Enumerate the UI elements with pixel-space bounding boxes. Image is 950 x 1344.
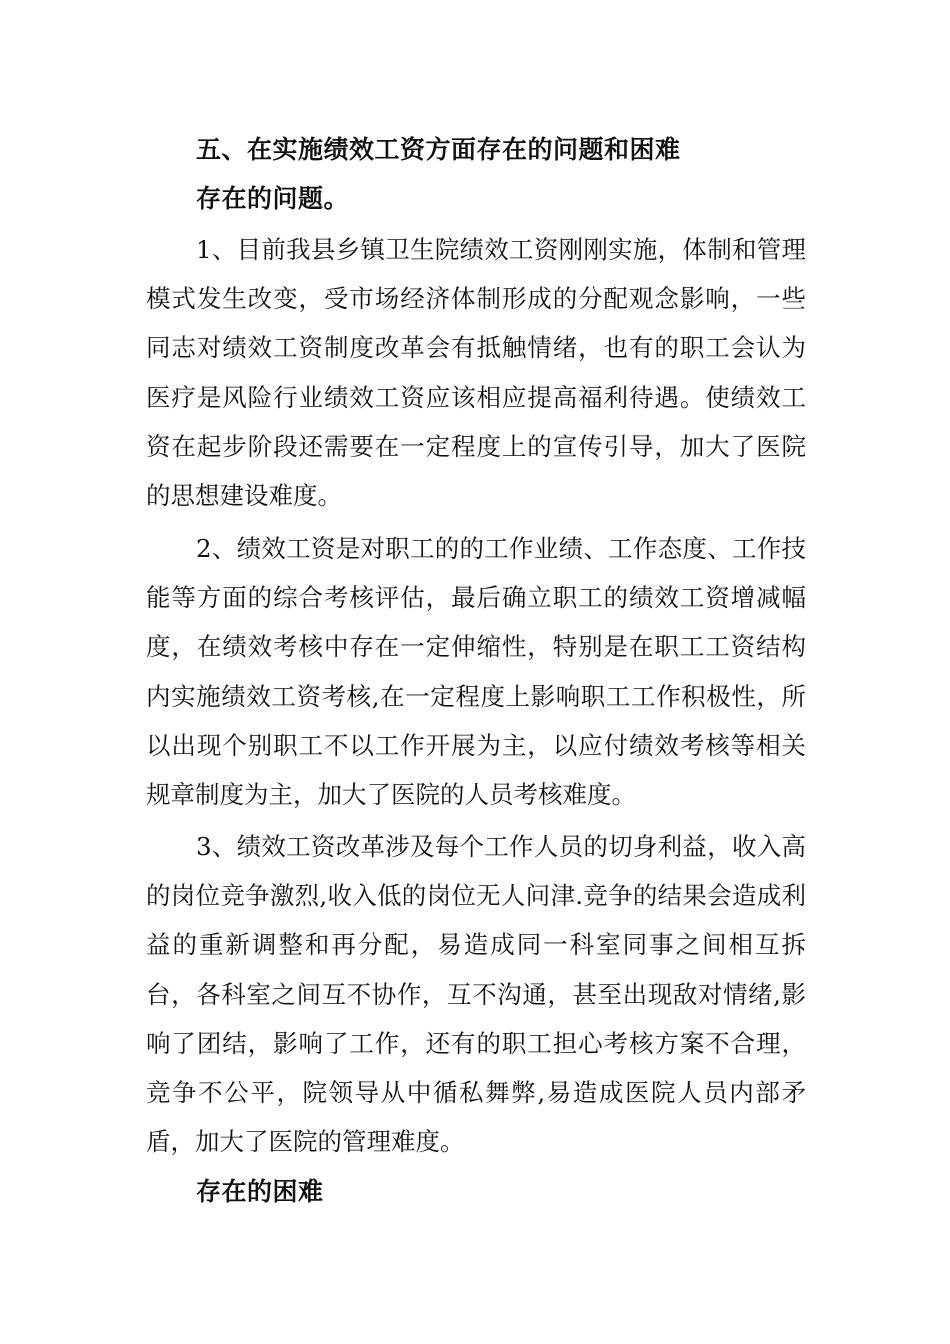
paragraph-3: 3、绩效工资改革涉及每个工作人员的切身利益，收入高的岗位竞争激烈,收入低的岗位无人问津.竞争的结果会造成利益的重新调整和再分配，易造成同一科室同事之间相互拆台，各科室之间互不协作，互不沟通，甚至出现敌对情绪,影响了团结，影响了工作，还有的职工担心考核方案不合理，竞争不公平，院领导从中循私舞弊,易造成医院人员内部矛盾，加大了医院的管理难度。 [146, 832, 806, 1157]
problems-heading: 存在的问题。 [196, 184, 350, 213]
paragraph-2: 2、绩效工资是对职工的的工作业绩、工作态度、工作技能等方面的综合考核评估，最后确立职工的绩效工资增减幅度，在绩效考核中存在一定伸缩性，特别是在职工工资结构内实施绩效工资考核,在一定程度上影响职工工作积极性，所以出现个别职工不以工作开展为主，以应付绩效考核等相关规章制度为主，加大了医院的人员考核难度。 [146, 534, 806, 810]
paragraph-1: 1、目前我县乡镇卫生院绩效工资刚刚实施，体制和管理模式发生改变，受市场经济体制形成的分配观念影响，一些同志对绩效工资制度改革会有抵触情绪，也有的职工会认为医疗是风险行业绩效工资应该相应提高福利待遇。使绩效工资在起步阶段还需要在一定程度上的宣传引导，加大了医院的思想建设难度。 [146, 235, 806, 511]
difficulties-heading: 存在的困难 [196, 1177, 324, 1206]
section-title: 五、在实施绩效工资方面存在的问题和困难 [196, 135, 681, 164]
